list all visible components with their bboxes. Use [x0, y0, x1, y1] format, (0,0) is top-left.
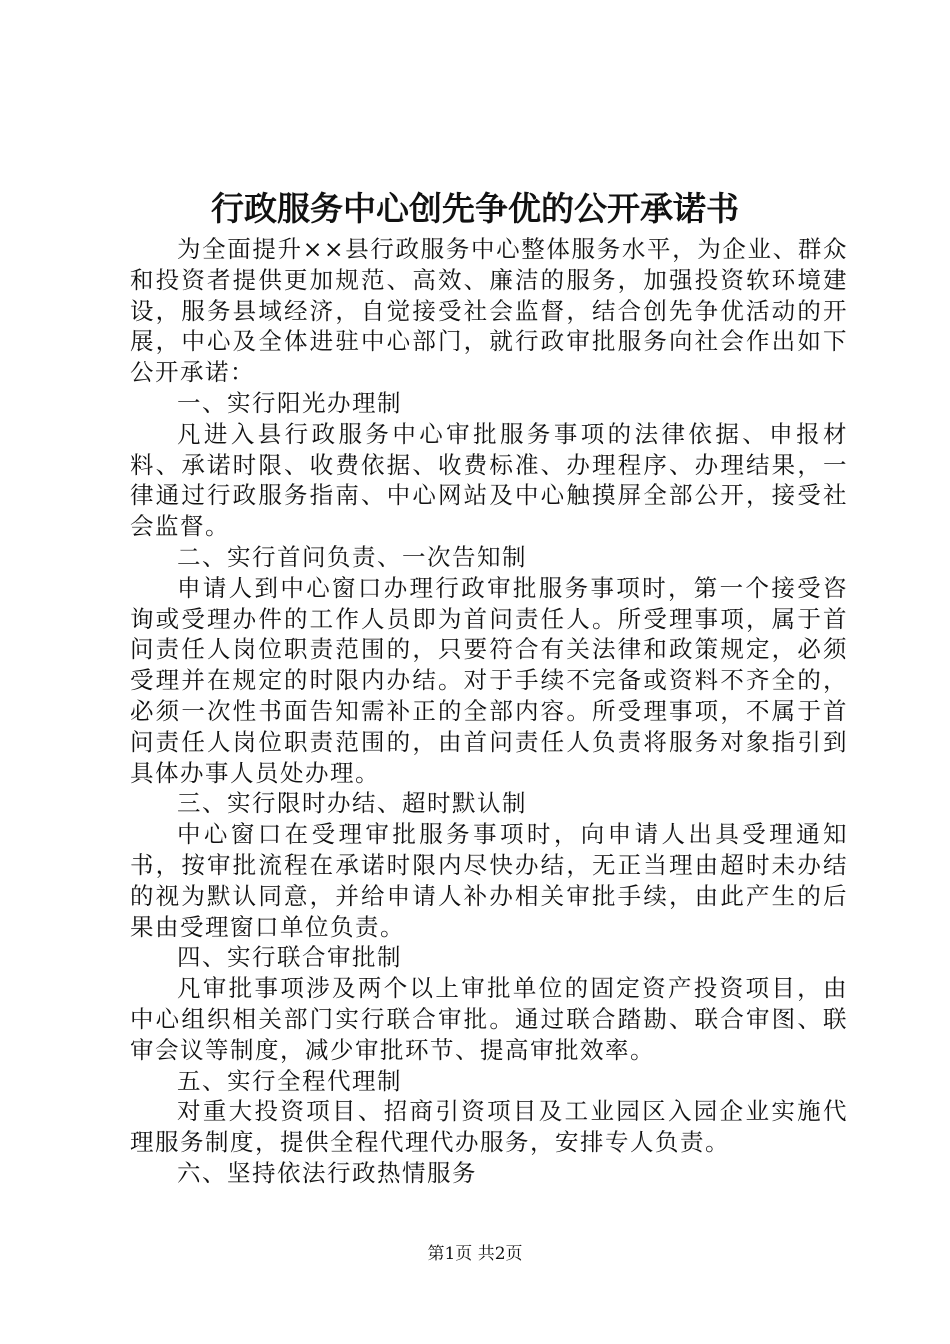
paragraph-section-5: 对重大投资项目、招商引资项目及工业园区入园企业实施代理服务制度，提供全程代理代办服务，安排专人负责。	[130, 1097, 848, 1157]
paragraph-section-2: 申请人到中心窗口办理行政审批服务事项时，第一个接受咨询或受理办件的工作人员即为首问责任人。所受理事项，属于首问责任人岗位职责范围的，只要符合有关法律和政策规定，必须受理并在规定的时限内办结。对于手续不完备或资料不齐全的，必须一次性书面告知需补正的全部内容。所受理事项，不属于首问责任人岗位职责范围的，由首问责任人负责将服务对象指引到具体办事人员处办理。	[130, 573, 848, 787]
section-heading-2: 二、实行首问负责、一次告知制	[177, 542, 527, 571]
paragraph-section-1: 凡进入县行政服务中心审批服务事项的法律依据、申报材料、承诺时限、收费依据、收费标准、办理程序、办理结果，一律通过行政服务指南、中心网站及中心触摸屏全部公开，接受社会监督。	[130, 419, 848, 541]
section-heading-5: 五、实行全程代理制	[177, 1066, 402, 1095]
section-heading-6: 六、坚持依法行政热情服务	[177, 1158, 477, 1187]
section-heading-4: 四、实行联合审批制	[177, 943, 402, 972]
section-heading-3: 三、实行限时办结、超时默认制	[177, 789, 527, 818]
paragraph-intro: 为全面提升××县行政服务中心整体服务水平，为企业、群众和投资者提供更加规范、高效、廉洁的服务，加强投资软环境建设，服务县域经济，自觉接受社会监督，结合创先争优活动的开展，中心及全体进驻中心部门，就行政审批服务向社会作出如下公开承诺：	[130, 235, 848, 387]
paragraph-section-3: 中心窗口在受理审批服务事项时，向申请人出具受理通知书，按审批流程在承诺时限内尽快办结，无正当理由超时未办结的视为默认同意，并给申请人补办相关审批手续，由此产生的后果由受理窗口单位负责。	[130, 820, 848, 941]
section-heading-1: 一、实行阳光办理制	[177, 388, 402, 417]
document-body	[130, 234, 848, 1189]
page-footer: 第1页 共2页	[427, 1244, 523, 1264]
document-title: 行政服务中心创先争优的公开承诺书	[211, 189, 739, 228]
paragraph-section-4: 凡审批事项涉及两个以上审批单位的固定资产投资项目，由中心组织相关部门实行联合审批。通过联合踏勘、联合审图、联审会议等制度，减少审批环节、提高审批效率。	[130, 974, 848, 1064]
